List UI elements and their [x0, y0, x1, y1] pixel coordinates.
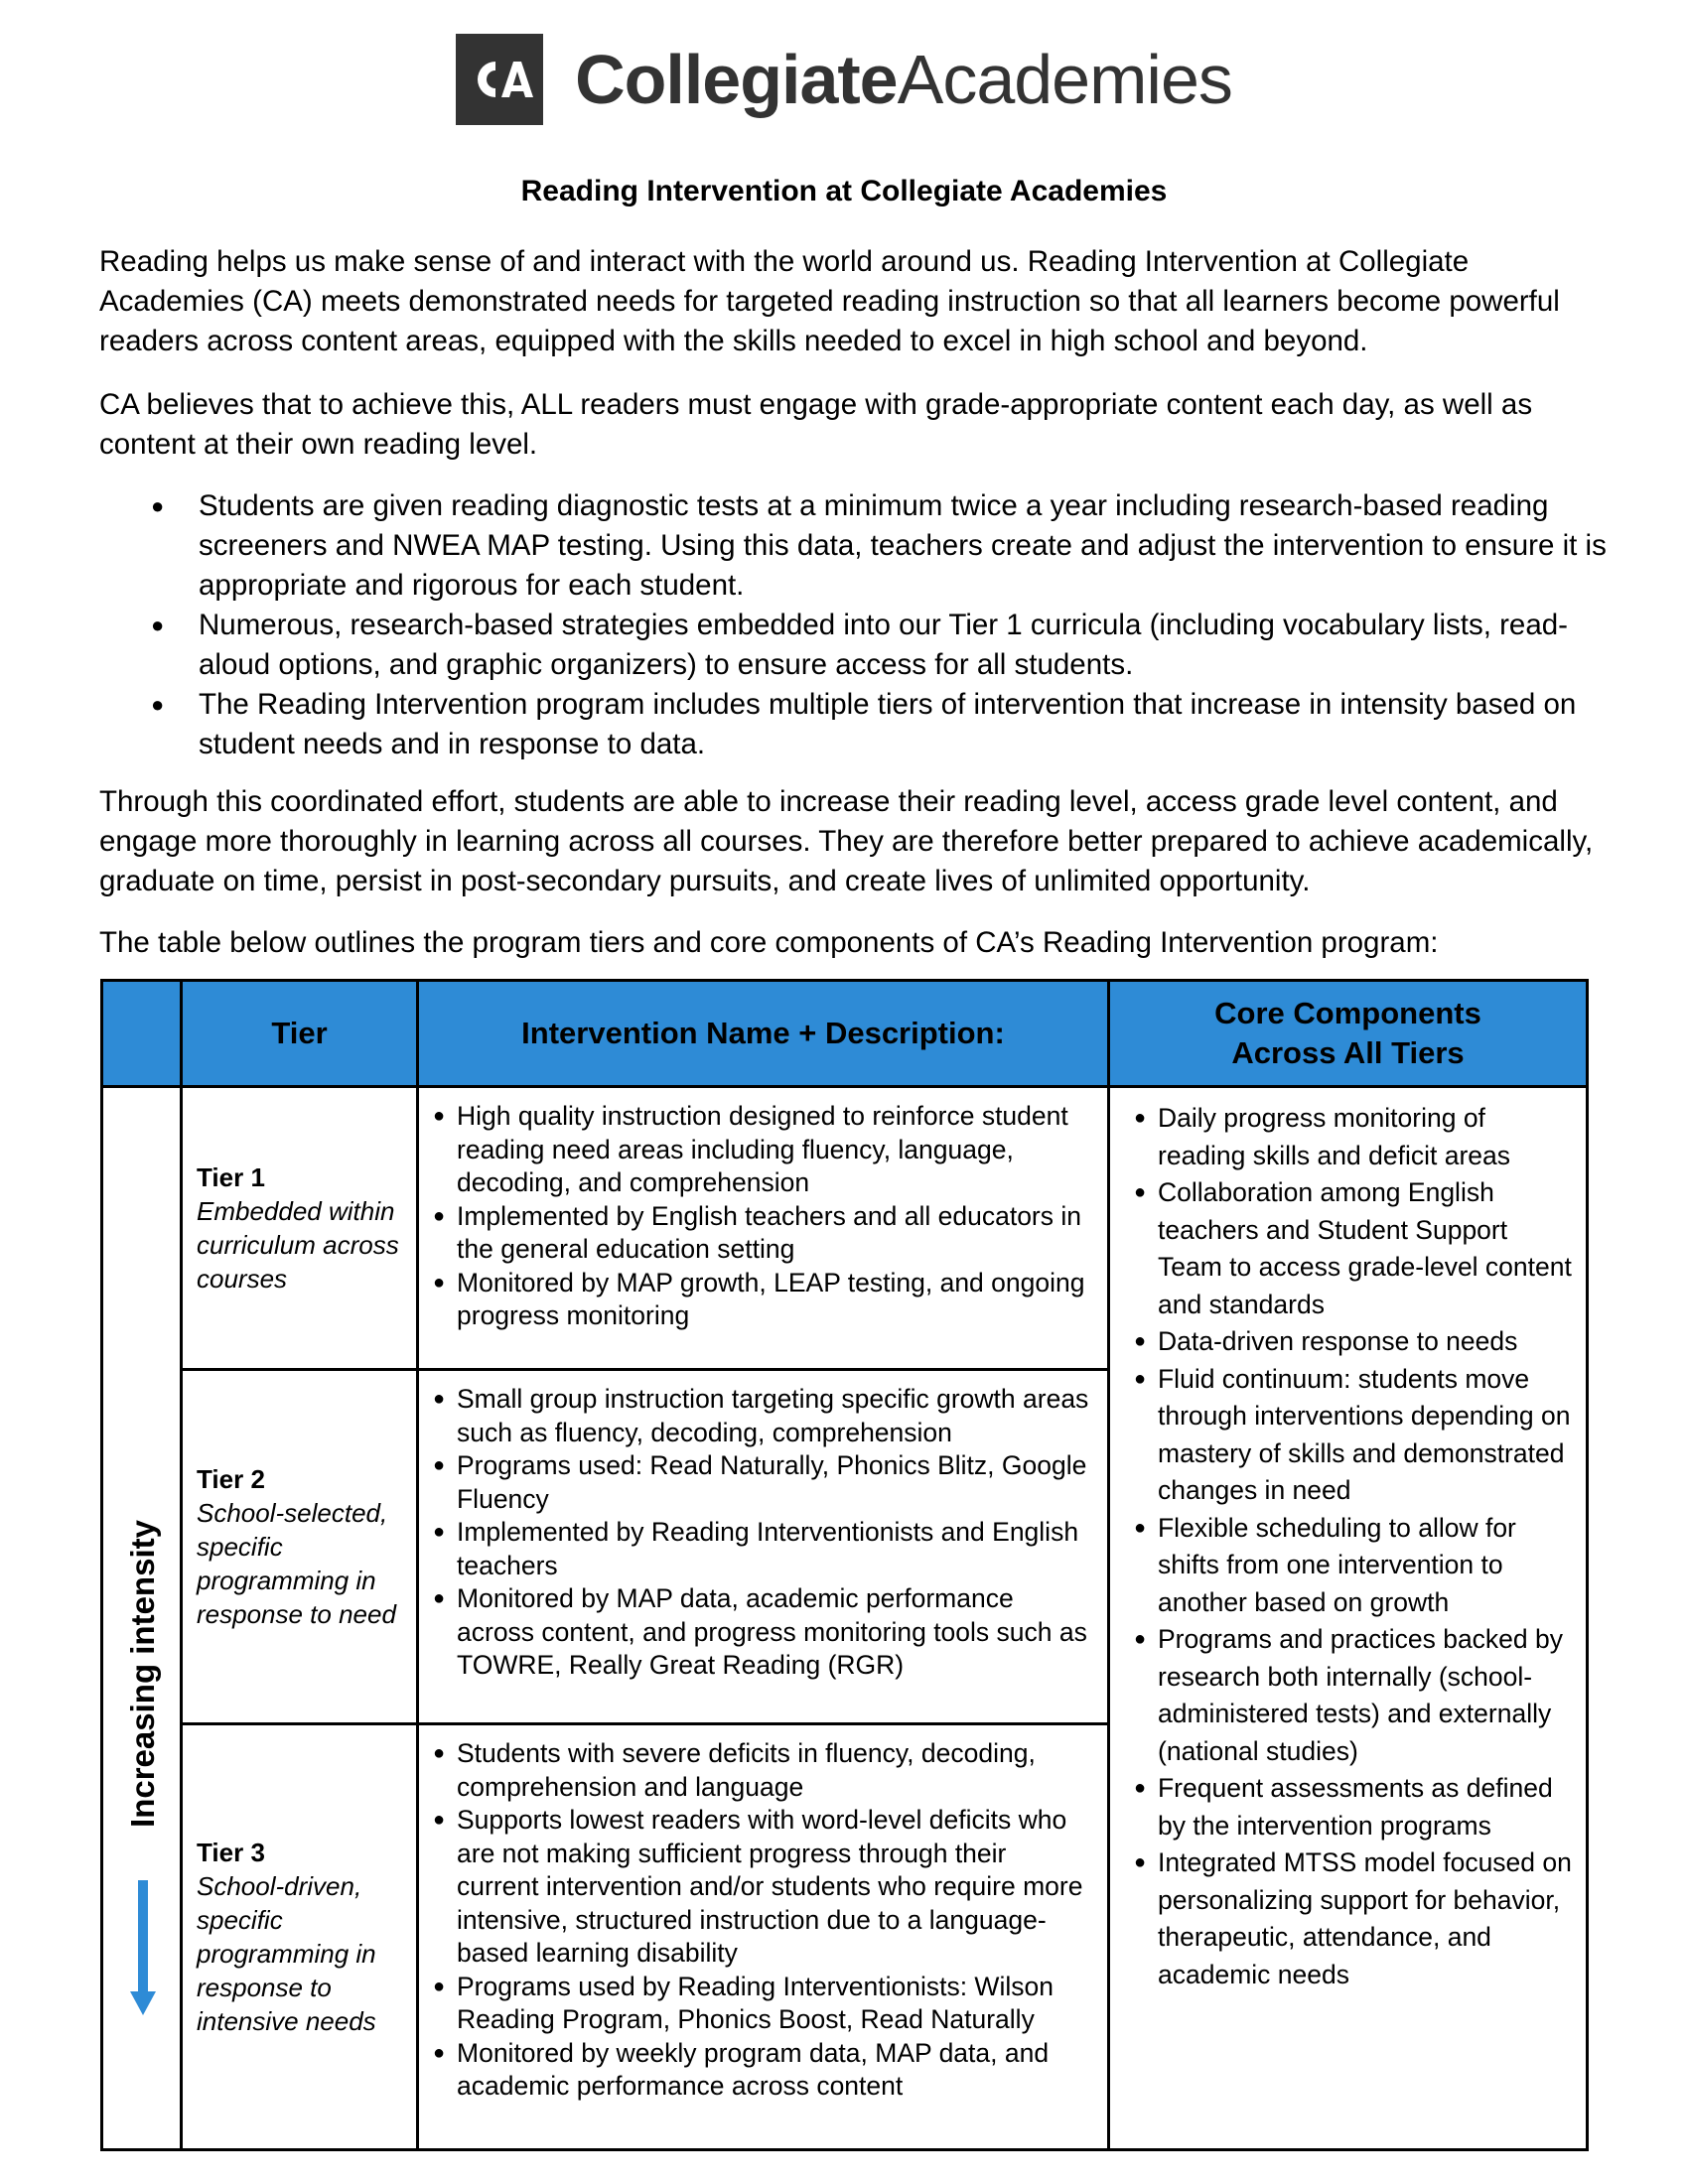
table-header-row	[102, 981, 1588, 1087]
list-item: ● Flexible scheduling to allow for shifts from one intervention to another based on growth	[1134, 1510, 1574, 1622]
logo-mark	[456, 34, 543, 125]
tier-name: Tier 1	[197, 1162, 265, 1192]
list-item: ● Implemented by English teachers and all educators in the general education setting	[433, 1200, 1091, 1267]
list-item: ● Numerous, research-based strategies embedded into our Tier 1 curricula (including vocabulary lists, read-aloud options, and graphic organizers) to ensure access for all students.	[99, 606, 1609, 685]
tier-name: Tier 2	[197, 1464, 265, 1494]
logo	[0, 34, 1688, 125]
list-item: ● Programs used by Reading Interventionists: Wilson Reading Program, Phonics Boost, Read Naturally	[433, 1971, 1091, 2037]
header-core-line2: Across All Tiers	[1231, 1035, 1465, 1070]
list-item: ● Fluid continuum: students move through interventions depending on mastery of skills and demonstrated changes in need	[1134, 1361, 1574, 1510]
logo-name-bold: Collegiate	[575, 41, 898, 118]
list-item: ● Small group instruction targeting specific growth areas such as fluency, decoding, comprehension	[433, 1383, 1091, 1449]
tier-table	[100, 979, 1589, 2151]
list-item: ● Implemented by Reading Interventionists and English teachers	[433, 1516, 1091, 1582]
intro-paragraph: Reading helps us make sense of and interact with the world around us. Reading Intervention at Collegiate Academies (CA) meets demonstrated needs for targeted reading instruction so that all learners become powerful readers across content areas, equipped with the skills needed to excel in high school and beyond.	[99, 245, 1560, 357]
ca-logo-icon	[456, 34, 543, 125]
outcome-paragraph: Through this coordinated effort, students are able to increase their reading level, access grade level content, and engage more thoroughly in learning across all courses. They are therefore better prepared to achieve academically, graduate on time, persist in post-secondary pursuits, and create lives of unlimited opportunity.	[99, 785, 1594, 897]
list-item: ● Monitored by weekly program data, MAP data, and academic performance across content	[433, 2037, 1091, 2104]
intervention-cell	[418, 1724, 1109, 2150]
intensity-label: Increasing intensity	[124, 1520, 161, 1828]
tier-cell	[182, 1087, 418, 1370]
table-row	[102, 1087, 1588, 1370]
arrow-down-icon	[129, 1880, 157, 2017]
list-item: ● Programs and practices backed by research both internally (school-administered tests) and externally (national studies)	[1134, 1621, 1574, 1770]
tier-description: School-selected, specific programming in response to need	[197, 1498, 396, 1629]
header-core-line1: Core Components	[1214, 996, 1481, 1030]
list-item: ● High quality instruction designed to reinforce student reading need areas including fluency, language, decoding, and comprehension	[433, 1100, 1091, 1200]
list-item: ● Students with severe deficits in fluency, decoding, comprehension and language	[433, 1737, 1091, 1804]
strategy-list	[99, 486, 1609, 764]
page-title: Reading Intervention at Collegiate Academies	[520, 175, 1168, 207]
list-item: ● Integrated MTSS model focused on personalizing support for behavior, therapeutic, attendance, and academic needs	[1134, 1844, 1574, 1993]
belief-paragraph: CA believes that to achieve this, ALL readers must engage with grade-appropriate content each day, as well as content at their own reading level.	[99, 388, 1533, 461]
list-item: ● Data-driven response to needs	[1134, 1323, 1574, 1361]
list-item: ● Supports lowest readers with word-level deficits who are not making sufficient progress through their current intervention and/or students who require more intensive, structured instruction due to a language-based learning disability	[433, 1804, 1091, 1971]
intervention-cell	[418, 1087, 1109, 1370]
tier-cell	[182, 1370, 418, 1724]
list-item: ● Frequent assessments as defined by the intervention programs	[1134, 1770, 1574, 1844]
header-core	[1109, 981, 1588, 1087]
list-item: ● Monitored by MAP growth, LEAP testing, and ongoing progress monitoring	[433, 1267, 1091, 1333]
logo-wordmark	[575, 41, 1232, 118]
tier-name: Tier 3	[197, 1838, 265, 1867]
intervention-cell	[418, 1370, 1109, 1724]
list-item: ● Collaboration among English teachers and Student Support Team to access grade-level content and standards	[1134, 1174, 1574, 1323]
core-components-cell	[1109, 1087, 1588, 2150]
list-item: ● Monitored by MAP data, academic performance across content, and progress monitoring tools such as TOWRE, Really Great Reading (RGR)	[433, 1582, 1091, 1683]
tier-description: School-driven, specific programming in response to intensive needs	[197, 1871, 376, 2036]
logo-name-regular: Academies	[897, 41, 1232, 118]
tier-description: Embedded within curriculum across courses	[197, 1196, 399, 1294]
list-item: ● The Reading Intervention program includes multiple tiers of intervention that increase in intensity based on student needs and in response to data.	[99, 685, 1609, 764]
header-blank	[102, 981, 182, 1087]
header-intervention: Intervention Name + Description:	[418, 981, 1109, 1087]
header-tier: Tier	[182, 981, 418, 1087]
list-item: ● Programs used: Read Naturally, Phonics Blitz, Google Fluency	[433, 1449, 1091, 1516]
table-intro-paragraph: The table below outlines the program tiers and core components of CA’s Reading Intervention program:	[99, 926, 1439, 959]
intensity-cell	[102, 1087, 182, 2150]
list-item: ● Daily progress monitoring of reading skills and deficit areas	[1134, 1100, 1574, 1174]
tier-cell	[182, 1724, 418, 2150]
list-item: ● Students are given reading diagnostic tests at a minimum twice a year including research-based reading screeners and NWEA MAP testing. Using this data, teachers create and adjust the intervention to ensure it is appropriate and rigorous for each student.	[99, 486, 1609, 606]
